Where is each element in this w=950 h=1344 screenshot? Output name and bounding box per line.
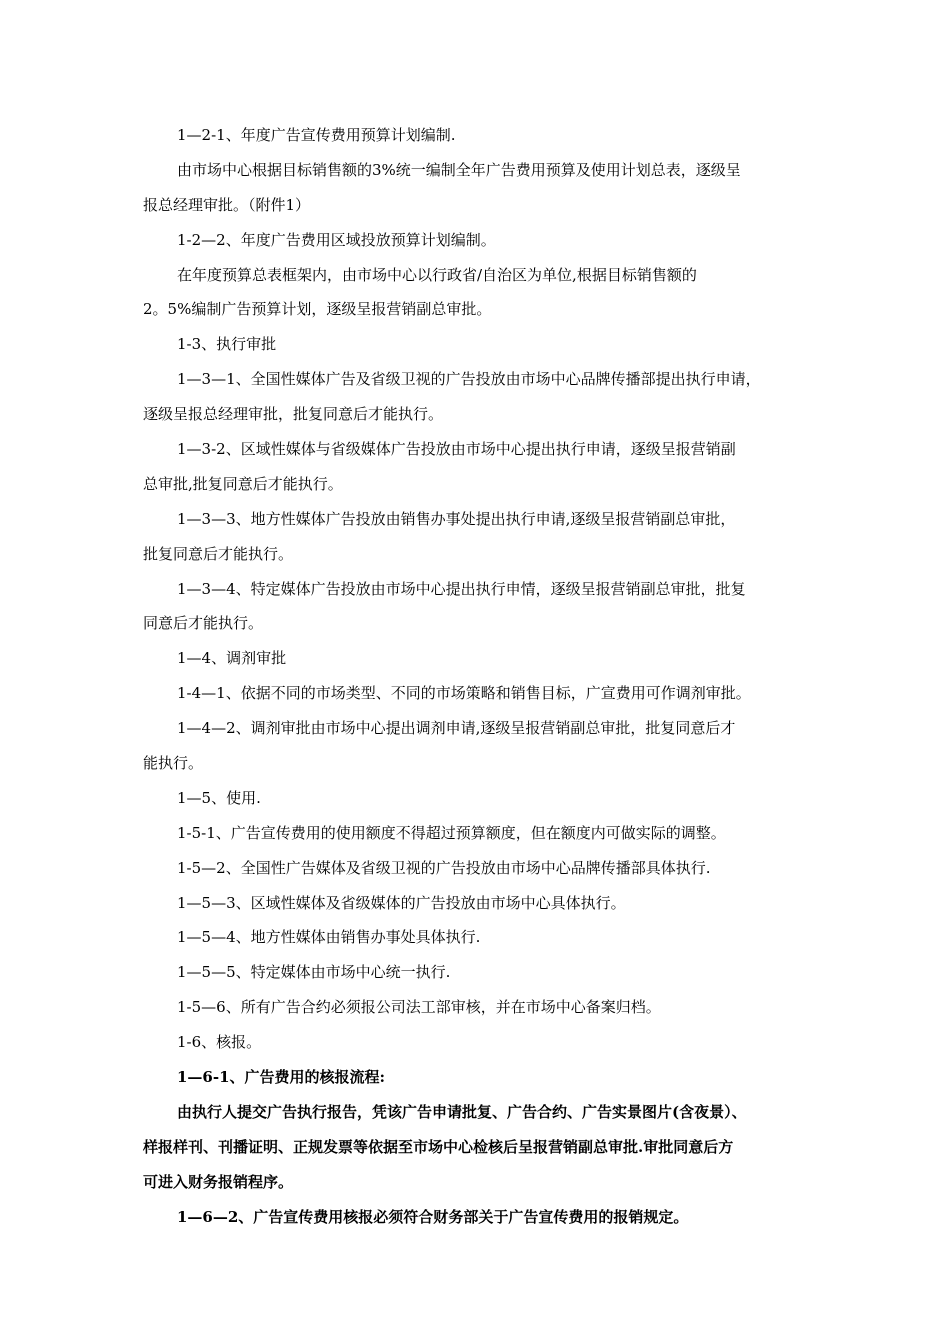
- document-text-line: 1-2—2、年度广告费用区域投放预算计划编制。: [177, 230, 496, 249]
- document-text-line: 1—5—5、特定媒体由市场中心统一执行.: [177, 963, 451, 982]
- document-text-line: 1-5—2、全国性广告媒体及省级卫视的广告投放由市场中心品牌传播部具体执行.: [177, 858, 711, 877]
- document-text-line: 1-6、核报。: [177, 1033, 262, 1052]
- document-text-line: 总审批,批复同意后才能执行。: [143, 474, 343, 493]
- document-text-line: 可进入财务报销程序。: [143, 1172, 294, 1191]
- document-text-line: 1-3、执行审批: [177, 335, 277, 354]
- document-text-line: 1—3—1、全国性媒体广告及省级卫视的广告投放由市场中心品牌传播部提出执行申请，: [177, 370, 761, 389]
- document-text-line: 1—5—3、区域性媒体及省级媒体的广告投放由市场中心具体执行。: [177, 893, 626, 912]
- document-text-line: 批复同意后才能执行。: [143, 544, 294, 563]
- document-text-line: 1—3—4、特定媒体广告投放由市场中心提出执行申情，逐级呈报营销副总审批，批复: [177, 579, 746, 598]
- document-text-line: 1—4—2、调剂审批由市场中心提出调剂申请,逐级呈报营销副总审批，批复同意后才: [177, 719, 736, 738]
- document-text-line: 逐级呈报总经理审批，批复同意后才能执行。: [143, 405, 444, 424]
- document-text-line: 1—2-1、年度广告宣传费用预算计划编制.: [177, 126, 456, 144]
- document-text-line: 同意后才能执行。: [143, 614, 264, 633]
- document-text-line: 1-5-1、广告宣传费用的使用额度不得超过预算额度，但在额度内可做实际的调整。: [177, 823, 726, 842]
- document-text-line: 1—3-2、区域性媒体与省级媒体广告投放由市场中心提出执行申请，逐级呈报营销副: [177, 440, 736, 459]
- document-text-line: 1-4—1、依据不同的市场类型、不同的市场策略和销售目标，广宣费用可作调剂审批。: [177, 684, 751, 703]
- document-text-line: 1—6—2、广告宣传费用核报必须符合财务部关于广告宣传费用的报销规定。: [177, 1207, 689, 1226]
- document-text-line: 1—5—4、地方性媒体由销售办事处具体执行.: [177, 928, 481, 947]
- document-text-line: 1-5—6、所有广告合约必须报公司法工部审核，并在市场中心备案归档。: [177, 998, 661, 1017]
- document-text-line: 1—6-1、广告费用的核报流程:: [177, 1068, 386, 1087]
- document-text-line: 1—5、使用.: [177, 788, 261, 807]
- document-body: [143, 118, 823, 1235]
- document-text-line: 样报样刊、刊播证明、正规发票等依据至市场中心检核后呈报营销副总审批.审批同意后方: [143, 1137, 734, 1156]
- document-text-line: 1—4、调剂审批: [177, 649, 287, 668]
- document-text-line: 能执行。: [143, 754, 204, 773]
- document-text-line: 在年度预算总表框架内，由市场中心以行政省/自治区为单位,根据目标销售额的: [177, 265, 697, 284]
- document-text-line: 2。5%编制广告预算计划，逐级呈报营销副总审批。: [143, 300, 492, 319]
- document-text-line: 由市场中心根据目标销售额的3%统一编制全年广告费用预算及使用计划总表，逐级呈: [177, 160, 741, 179]
- document-text-line: 1—3—3、地方性媒体广告投放由销售办事处提出执行申请,逐级呈报营销副总审批，: [177, 509, 736, 528]
- document-text-line: 由执行人提交广告执行报告，凭该广告申请批复、广告合约、广告实景图片(含夜景）、: [177, 1102, 747, 1121]
- document-text-line: 报总经理审批。（附件1）: [143, 195, 311, 214]
